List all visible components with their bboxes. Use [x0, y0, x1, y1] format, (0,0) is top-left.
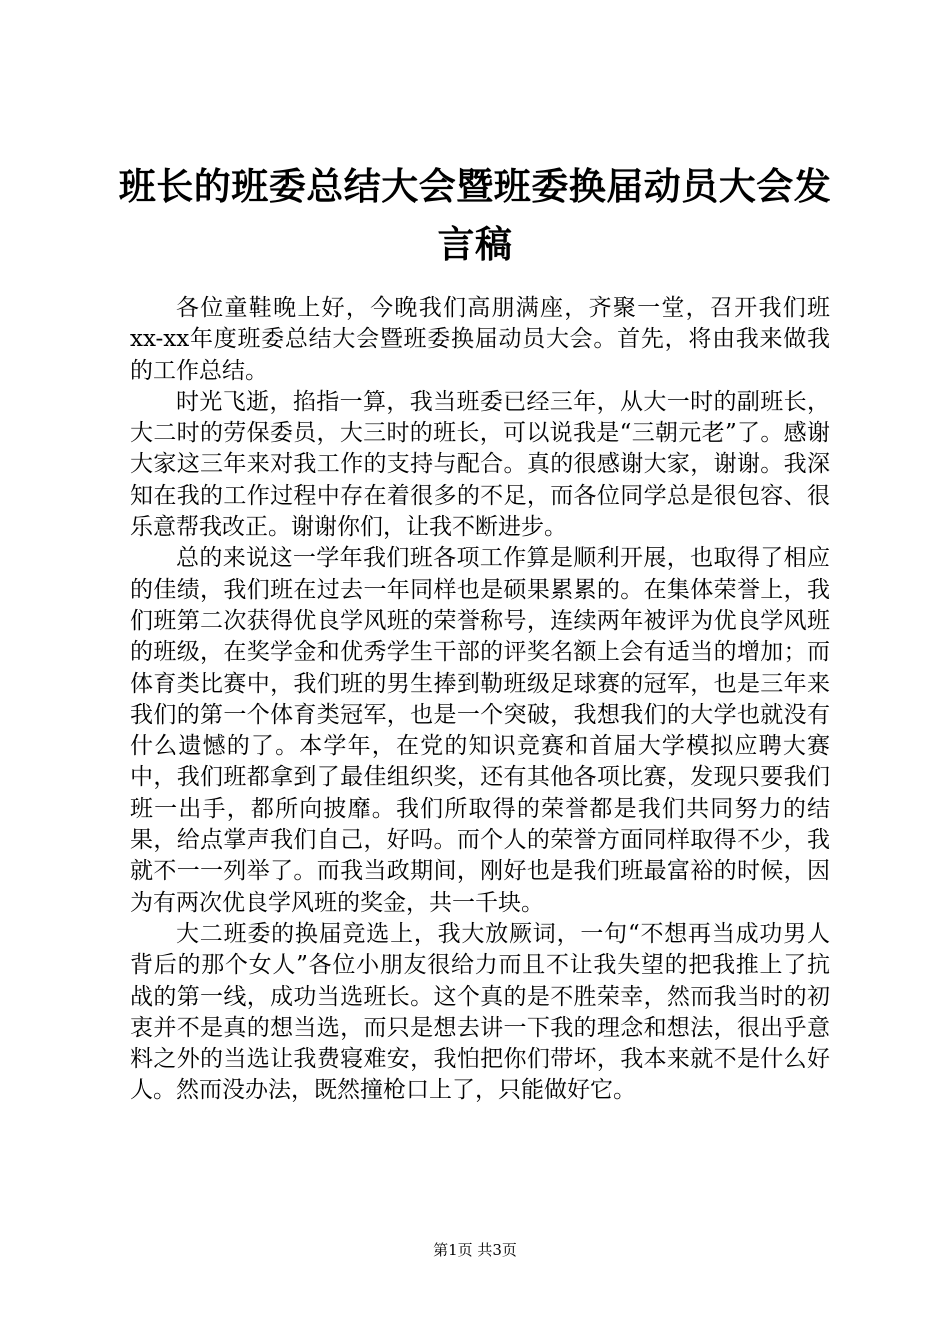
paragraph-2: 时光飞逝，掐指一算，我当班委已经三年，从大一时的副班长，大二时的劳保委员，大三时的班长，可以说我是“三朝元老”了。感谢大家这三年来对我工作的支持与配合。真的很感谢大家，谢谢。我深知在我的工作过程中存在着很多的不足，而各位同学总是很包容、很乐意帮我改正。谢谢你们，让我不断进步。: [130, 388, 830, 541]
document-body: [130, 293, 830, 1107]
paragraph-4: 大二班委的换届竞选上，我大放厥词，一句“不想再当成功男人背后的那个女人”各位小朋友很给力而且不让我失望的把我推上了抗战的第一线，成功当选班长。这个真的是不胜荣幸，然而我当时的初衷并不是真的想当选，而只是想去讲一下我的理念和想法，很出乎意料之外的当选让我费寝难安，我怕把你们带坏，我本来就不是什么好人。然而没办法，既然撞枪口上了，只能做好它。: [130, 920, 830, 1104]
document-title: 班长的班委总结大会暨班委换届动员大会发言稿: [118, 165, 832, 266]
paragraph-1: 各位童鞋晚上好，今晚我们高朋满座，齐聚一堂，召开我们班xx-xx年度班委总结大会暨班委换届动员大会。首先，将由我来做我的工作总结。: [130, 295, 830, 384]
page-footer: 第1页 共3页: [433, 1241, 517, 1259]
paragraph-3: 总的来说这一学年我们班各项工作算是顺利开展，也取得了相应的佳绩，我们班在过去一年同样也是硕果累累的。在集体荣誉上，我们班第二次获得优良学风班的荣誉称号，连续两年被评为优良学风班的班级，在奖学金和优秀学生干部的评奖名额上会有适当的增加；而体育类比赛中，我们班的男生捧到勒班级足球赛的冠军，也是三年来我们的第一个体育类冠军，也是一个突破，我想我们的大学也就没有什么遗憾的了。本学年，在党的知识竞赛和首届大学模拟应聘大赛中，我们班都拿到了最佳组织奖，还有其他各项比赛，发现只要我们班一出手，都所向披靡。我们所取得的荣誉都是我们共同努力的结果，给点掌声我们自己，好吗。而个人的荣誉方面同样取得不少，我就不一一列举了。而我当政期间，刚好也是我们班最富裕的时候，因为有两次优良学风班的奖金，共一千块。: [130, 545, 830, 916]
